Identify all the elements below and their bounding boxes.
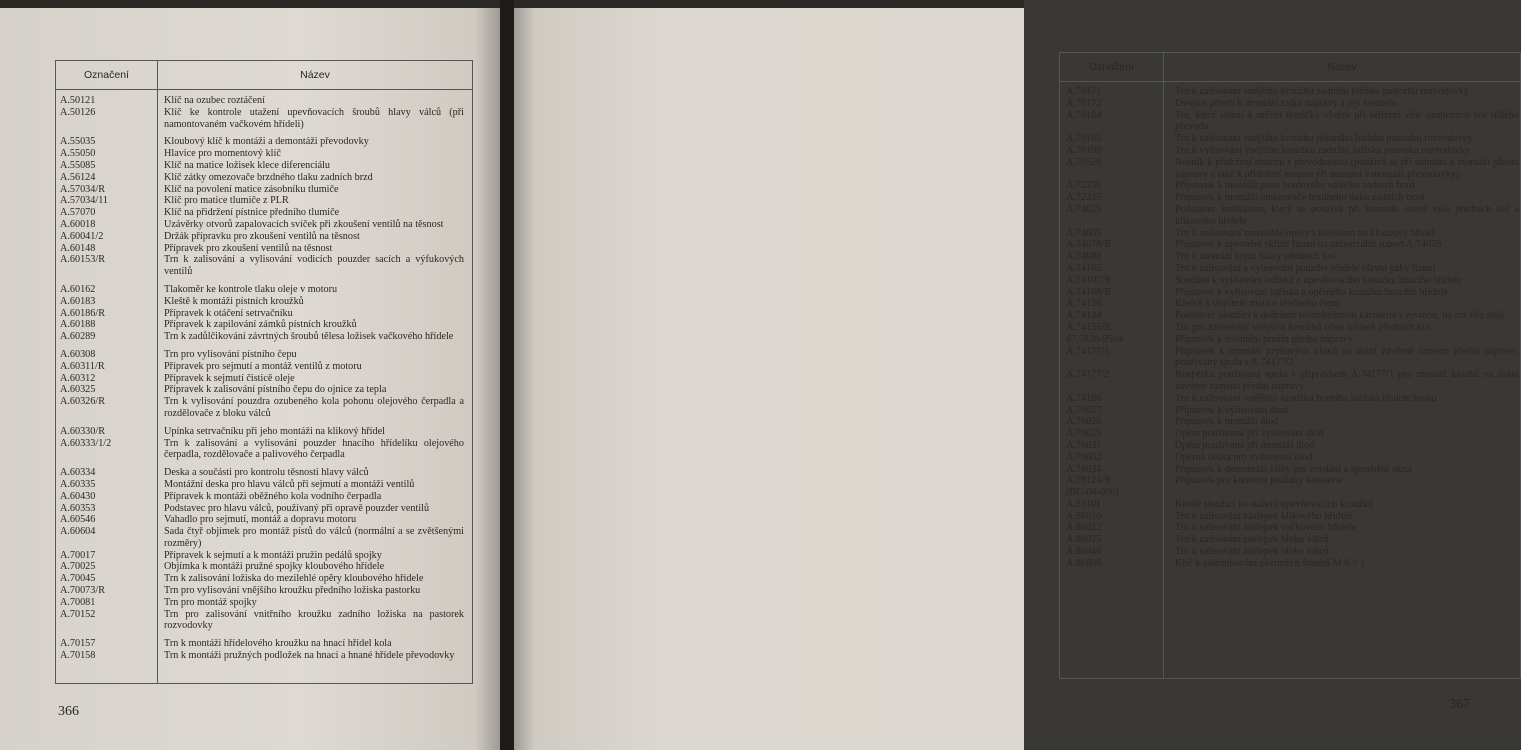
tool-code: A.74177/1 xyxy=(1066,345,1110,357)
tool-code: A.60546 xyxy=(60,514,96,526)
table-row xyxy=(1060,192,1520,204)
left-page xyxy=(0,8,500,750)
tool-name: Nosník k přidržení motoru s převodovkou (používá se při snímání a montáži přední nápravy a také k přidržení motoru při snímání a montáži převodovky) xyxy=(1175,156,1519,180)
table-row xyxy=(56,331,472,343)
tool-code: A.72245 xyxy=(1066,192,1102,204)
table-row xyxy=(56,573,472,585)
tool-code: A.78034 xyxy=(1066,463,1102,475)
tool-code: A.78124/R (BC-08-000) xyxy=(1066,475,1119,499)
tool-name: Trn k nalisování mezilehlé opěry s ložiskem na kloubový hřídel xyxy=(1175,227,1435,239)
tool-code: A.86010 xyxy=(1066,510,1102,522)
table-row xyxy=(56,650,472,662)
tool-code: A.57034/11 xyxy=(60,195,109,207)
tool-name: Deska a součásti pro kontrolu těsnosti hlavy válců xyxy=(164,467,369,479)
table-row xyxy=(1060,452,1520,464)
table-row xyxy=(1060,416,1520,428)
tool-table-right xyxy=(1059,52,1521,679)
table-row xyxy=(56,219,472,231)
table-row xyxy=(56,396,472,420)
tool-name: Trn k zalisování vnějšího kroužku zadního ložiska pastorku rozvodovky xyxy=(1175,86,1469,97)
table-row xyxy=(1060,440,1520,452)
tool-code: A.60333/1/2 xyxy=(60,437,112,449)
table-row xyxy=(1060,322,1520,334)
table-body xyxy=(1060,86,1520,570)
tool-name: Přípravek k montáži omezovače brzdného tlaku zadních brzd xyxy=(1175,192,1425,204)
table-row xyxy=(56,284,472,296)
tool-table-left xyxy=(55,60,473,684)
table-row xyxy=(1060,133,1520,145)
tool-name: Trn k zalisování a vylisování pouzder hřídele hlavní páky řízení xyxy=(1175,262,1436,274)
tool-code: A.60018 xyxy=(60,218,96,230)
tool-name: Přípravek k sejmutí čisticě oleje xyxy=(164,372,295,384)
table-row xyxy=(1060,475,1520,499)
tool-code: A.76027 xyxy=(1066,404,1102,416)
tool-name: Přípravek pro kontrolu podlahy karosérie xyxy=(1175,475,1344,487)
table-row xyxy=(1060,334,1520,346)
table-row xyxy=(56,526,472,550)
tool-name: Přípravek k otáčení setrvačníku xyxy=(164,307,293,319)
tool-code: A.70017 xyxy=(60,549,96,561)
tool-name: Přípravek k zalisování pístního čepu do ojnice za tepla xyxy=(164,384,387,396)
tool-name: Trn k montáži hřídelového kroužku na hnací hřídel kola xyxy=(164,638,392,650)
tool-name: Opěrná deska pro vylisování diod xyxy=(1175,451,1313,463)
tool-code: A.57034/R xyxy=(60,183,105,195)
tool-code: A.57070 xyxy=(60,207,96,219)
table-row xyxy=(1060,145,1520,157)
table-row xyxy=(56,514,472,526)
tool-code: A.74177/2 xyxy=(1066,369,1110,381)
tool-name: Vahadlo pro sejmutí, montáž a dopravu motoru xyxy=(164,514,357,526)
tool-name: Trn k zalisování vnějšího kroužku předního ložiska pastorku rozvodovky xyxy=(1175,133,1473,145)
tool-code: A.74105 xyxy=(1066,262,1102,274)
tool-name: Rozpěrka používaná spolu s přípravkem A.74177/1 pro montáž kloubů na dolní závěsné rameno přední nápravy xyxy=(1175,369,1519,392)
table-row xyxy=(1060,98,1520,110)
tool-code: A.60311/R xyxy=(60,360,105,372)
header-name: Název xyxy=(300,69,330,81)
tool-code: A.70081 xyxy=(60,596,96,608)
table-row xyxy=(1060,369,1520,393)
tool-name: Přípravek k montáži pryžových bloků na dolní závěsné rameno přední nápravy, používaný spolu s A.74177/2 xyxy=(1175,345,1519,369)
tool-name: Trn k zalisování záslepek bloku válců xyxy=(1175,534,1329,546)
tool-code: A.70045 xyxy=(60,573,96,585)
tool-code: A.60353 xyxy=(60,502,96,514)
table-row xyxy=(1060,393,1520,405)
tool-name: Trn k zadůlčikování závrtných šroubů tělesa ložisek vačkového hřídele xyxy=(164,331,454,343)
tool-name: Součásti k vylisování ložiska a upevňovacího kroužku hnacího hřídele xyxy=(1175,274,1462,286)
table-row xyxy=(1060,558,1520,570)
table-row xyxy=(56,503,472,515)
tool-name: Trn k montáži krytu hlavy předních kol xyxy=(1175,251,1336,263)
tool-code: A.55035 xyxy=(60,136,96,148)
tool-name: Opěra používaná při montáži diod xyxy=(1175,439,1315,451)
tool-code: A.60326/R xyxy=(60,396,105,408)
tool-name: Přípravek k montáži pístu brzdového válečku zadních brzd xyxy=(1175,180,1415,192)
table-row xyxy=(1060,546,1520,558)
tool-name: Přípravek pro zkoušení ventilů na těsnost xyxy=(164,242,333,254)
tool-code: A.60162 xyxy=(60,283,96,295)
tool-name: Podstavec sloužící k dodržení rovnoběžnosti karosérie s rovinou, na níž vůz stojí xyxy=(1175,310,1505,322)
table-row xyxy=(56,296,472,308)
tool-name: Trn k vylisování vnějšího kroužku zadního ložiska pastorku rozvodovky xyxy=(1175,144,1471,156)
tool-code: A.60188 xyxy=(60,319,96,331)
tool-code: A.60153/R xyxy=(60,254,105,266)
tool-name: Přípravek k vylisování diod xyxy=(1175,404,1288,416)
table-row xyxy=(56,308,472,320)
table-row xyxy=(1060,157,1520,181)
table-row xyxy=(1060,522,1520,534)
tool-code: A.70158 xyxy=(60,650,96,662)
table-row xyxy=(56,349,472,361)
page-number-left: 366 xyxy=(58,704,79,719)
tool-name: Přípravek k uvolnění pružin přední nápravy xyxy=(1175,333,1353,345)
table-row xyxy=(1060,110,1520,134)
tool-code: A.60430 xyxy=(60,490,96,502)
tool-name: Opěra používaná při vylisování diod xyxy=(1175,428,1324,440)
tool-name: Trn k zalisování záslepek klikového hřídele xyxy=(1175,510,1353,522)
tool-code: A.56124 xyxy=(60,171,96,183)
tool-code: A.70152 xyxy=(60,608,96,620)
tool-code: A.74126 xyxy=(1066,298,1102,310)
tool-code: A.60334 xyxy=(60,467,96,479)
book-gutter xyxy=(500,0,514,750)
table-row xyxy=(56,561,472,573)
table-row xyxy=(1060,204,1520,228)
tool-code: A.86606 xyxy=(1066,557,1102,569)
table-row xyxy=(1060,428,1520,440)
tool-name: Tlakoměr ke kontrole tlaku oleje v motoru xyxy=(164,283,338,295)
tool-name: Kleště sloužící ke stažení upevňovacích kroužků xyxy=(1175,498,1374,510)
tool-code: A.86025 xyxy=(1066,534,1102,546)
tool-name: Trn k zalisování a vylisování vodicích pouzder sacích a výfukových ventilů xyxy=(164,254,464,278)
tool-name: Držák přípravku pro zkoušení ventilů na těsnost xyxy=(164,230,360,242)
table-row xyxy=(56,195,472,207)
tool-code: A.74107/R xyxy=(1066,274,1111,286)
tool-code: A.70185 xyxy=(1066,133,1102,145)
table-body xyxy=(56,95,472,662)
tool-name: Klešťě k objímutí matice otočného čepu xyxy=(1175,298,1339,310)
tool-code: A.70157 xyxy=(60,638,96,650)
tool-code: A.60308 xyxy=(60,348,96,360)
tool-name: Dvojice přírub k montáži zadní nápravy a její kontrole xyxy=(1175,97,1397,109)
tool-code: A.60148 xyxy=(60,242,96,254)
table-row xyxy=(1060,534,1520,546)
tool-name: Přípravek k sejmutí a k montáži pružin pedálů spojky xyxy=(164,549,382,561)
table-row xyxy=(56,585,472,597)
table-row xyxy=(56,319,472,331)
tool-name: Podstavec pro hlavu válců, používaný při opravě pouzder ventilů xyxy=(164,502,430,514)
table-row xyxy=(56,254,472,278)
tool-name: Trn k zalisování a vylisování pouzder hnacího hřídelíku olejového čerpadla, rozdělovače a palivového čerpadla xyxy=(164,437,464,461)
table-row xyxy=(1060,86,1520,98)
table-header xyxy=(1060,53,1520,82)
tool-name: Upínka setrvačníku při jeho montáži na klikový hřídel xyxy=(164,425,385,437)
table-row xyxy=(1060,239,1520,251)
tool-name: Trn pro vylisování vnějšího kroužku předního ložiska pastorku xyxy=(164,585,421,597)
table-row xyxy=(56,160,472,172)
tool-name: Trn pro zalisování vnějších kroužků obou ložisek předních kol xyxy=(1175,321,1430,333)
table-header xyxy=(56,61,472,90)
tool-name: Klíč na matice ložisek klece diferenciálu xyxy=(164,159,331,171)
tool-name: Přípravek k montáži diod xyxy=(1175,416,1279,428)
tool-name: Klíč k zašroubování závrtných šroubů M 6 × 1 xyxy=(1175,557,1366,569)
tool-name: Přípravek k demontáži kliky pro zvedání a spouštění okna xyxy=(1175,463,1412,475)
tool-code: A.55085 xyxy=(60,159,96,171)
table-row xyxy=(1060,346,1520,370)
tool-code: A.76032 xyxy=(1066,451,1102,463)
tool-name: Přípravek k zapilování zámků pístních kroužků xyxy=(164,319,357,331)
table-row xyxy=(56,361,472,373)
table-row xyxy=(56,597,472,609)
tool-name: Klíč na přidržení pístnice předního tlumiče xyxy=(164,207,340,219)
tool-code: A.76028 xyxy=(1066,416,1102,428)
tool-code: A.86022 xyxy=(1066,522,1102,534)
table-row xyxy=(56,184,472,196)
tool-name: Trn pro zalisování vnitřního kroužku zadního ložiska na pastorek rozvodovky xyxy=(164,608,464,632)
tool-code: A.70025 xyxy=(60,561,96,573)
table-row xyxy=(1060,251,1520,263)
tool-name: Trn pro montáž spojky xyxy=(164,596,257,608)
tool-name: Objímka k montáži pružné spojky kloubového hřídele xyxy=(164,561,385,573)
tool-name: Kloubový klíč k montáži a demontáži převodovky xyxy=(164,136,369,148)
table-row xyxy=(1060,511,1520,523)
table-row xyxy=(56,438,472,462)
header-code: Označení xyxy=(1089,61,1134,73)
tool-code: A.70073/R xyxy=(60,585,105,597)
table-row xyxy=(1060,228,1520,240)
table-row xyxy=(1060,275,1520,287)
tool-name: Montážní deska pro hlavu válců při sejmutí a montáži ventilů xyxy=(164,478,415,490)
tool-code: A.76031 xyxy=(1066,439,1102,451)
tool-code: A.60186/R xyxy=(60,307,105,319)
tool-code: A.70198 xyxy=(1066,144,1102,156)
tool-code: A.60289 xyxy=(60,331,96,343)
tool-code: A.76029 xyxy=(1066,428,1102,440)
tool-code: A.72236 xyxy=(1066,180,1102,192)
table-row xyxy=(56,148,472,160)
tool-name: Klíč ke kontrole utažení upevňovacích šroubů hlavy válců (při namontovaném vačkovém hřídeli) xyxy=(164,106,464,130)
table-row xyxy=(56,243,472,255)
tool-name: Klíč zátky omezovače brzdného tlaku zadních brzd xyxy=(164,171,373,183)
tool-name: Trn pro vylisování pístního čepu xyxy=(164,348,297,360)
tool-code: A.74108/R xyxy=(1066,286,1111,298)
tool-name: Trn k montáži pružných podložek na hnací a hnané hřídele převodovky xyxy=(164,650,455,662)
table-row xyxy=(56,107,472,131)
tool-name: Kleště k montáži pístních kroužků xyxy=(164,295,304,307)
table-row xyxy=(56,479,472,491)
tool-name: Uzávěrky otvorů zapalovacích svíček při zkoušení ventilů na těsnost xyxy=(164,218,444,230)
table-row xyxy=(56,136,472,148)
table-row xyxy=(1060,298,1520,310)
table-row xyxy=(1060,310,1520,322)
page-number-right: 367 xyxy=(1449,697,1470,712)
table-row xyxy=(1060,464,1520,476)
table-row xyxy=(1060,287,1520,299)
table-row xyxy=(1060,180,1520,192)
table-row xyxy=(56,373,472,385)
table-row xyxy=(56,609,472,633)
tool-code: A.70526 xyxy=(1066,156,1102,168)
table-row xyxy=(56,550,472,562)
tool-code: A.74186 xyxy=(1066,392,1102,404)
tool-name: Přípravek k upevnění skříně řízení na univerzální suport A.74076 xyxy=(1175,239,1442,251)
tool-code: A.60041/2 xyxy=(60,230,104,242)
header-code: Označení xyxy=(84,69,129,81)
table-row xyxy=(56,426,472,438)
tool-code: A.70172 xyxy=(1066,97,1102,109)
tool-name: Klíč na povolení matice zásobníku tlumiče xyxy=(164,183,339,195)
table-row xyxy=(56,172,472,184)
tool-name: Klíč pro matice tlumiče z PLR xyxy=(164,195,289,207)
header-name: Název xyxy=(1327,61,1357,73)
right-page xyxy=(514,8,1519,750)
tool-code: A.86040 xyxy=(1066,546,1102,558)
table-row xyxy=(56,491,472,503)
tool-code: A.74155/R xyxy=(1066,321,1111,333)
tool-code: 67.7828-9504 xyxy=(1066,333,1123,345)
tool-name: Hlavice pro momentový klíč xyxy=(164,148,281,160)
tool-code: A.60325 xyxy=(60,384,96,396)
tool-code: A.50126 xyxy=(60,106,96,118)
tool-name: Trn k zalisování záslepek vačkového hřídele xyxy=(1175,522,1356,534)
tool-code: A.70184 xyxy=(1066,109,1102,121)
tool-name: Trn, který slouží k určení tloušťky vložek při seřízení vůle ozubených kol stálého převodu xyxy=(1175,109,1519,133)
table-row xyxy=(1060,499,1520,511)
tool-code: A.60330/R xyxy=(60,425,105,437)
tool-code: A.74035 xyxy=(1066,227,1102,239)
tool-name: Trn k vylisování pouzdra ozubeného kola pohonu olejového čerpadla a rozdělovače z bloku válců xyxy=(164,396,464,419)
tool-name: Přípravek k vylisování ložiska a opěrného kroužku hnacího hřídele xyxy=(1175,286,1448,298)
tool-code: A.55050 xyxy=(60,148,96,160)
tool-code: A.50121 xyxy=(60,95,96,106)
tool-name: Trn k zalisování záslepek bloku válců xyxy=(1175,546,1329,558)
tool-code: A.60183 xyxy=(60,295,96,307)
table-row xyxy=(56,207,472,219)
tool-code: A.60335 xyxy=(60,478,96,490)
tool-code: A.81101 xyxy=(1066,498,1101,510)
tool-code: A.74076/R xyxy=(1066,239,1111,251)
table-row xyxy=(1060,263,1520,275)
tool-name: Přípravek pro sejmutí a montáž ventilů z motoru xyxy=(164,360,362,372)
tool-name: Přípravek k montáži oběžného kola vodního čerpadla xyxy=(164,490,382,502)
tool-name: Sada čtyř objímek pro montáž pístů do válců (normální a se zvětšenými rozměry) xyxy=(164,526,464,549)
tool-code: A.60604 xyxy=(60,526,96,538)
table-row xyxy=(56,231,472,243)
tool-name: Podstavec indikátoru, který se používá při kontrole osové vůle předních kol a klikového hřídele xyxy=(1175,203,1519,227)
tool-code: A.70171 xyxy=(1066,86,1102,97)
table-row xyxy=(56,467,472,479)
table-row xyxy=(1060,405,1520,417)
tool-code: A.74029 xyxy=(1066,203,1102,215)
tool-code: A.60312 xyxy=(60,372,96,384)
tool-name: Trn k zalisování vnějšího kroužku horního ložiska hřídele šneku xyxy=(1175,392,1437,404)
table-row xyxy=(56,638,472,650)
tool-code: A.74144 xyxy=(1066,310,1102,322)
table-row xyxy=(56,384,472,396)
tool-name: Klíč na ozubec roztáčení xyxy=(164,95,265,106)
tool-name: Trn k zalisování ložiska do mezilehlé opěry kloubového hřídele xyxy=(164,573,424,585)
tool-code: A.74088 xyxy=(1066,251,1102,263)
table-row xyxy=(56,95,472,107)
